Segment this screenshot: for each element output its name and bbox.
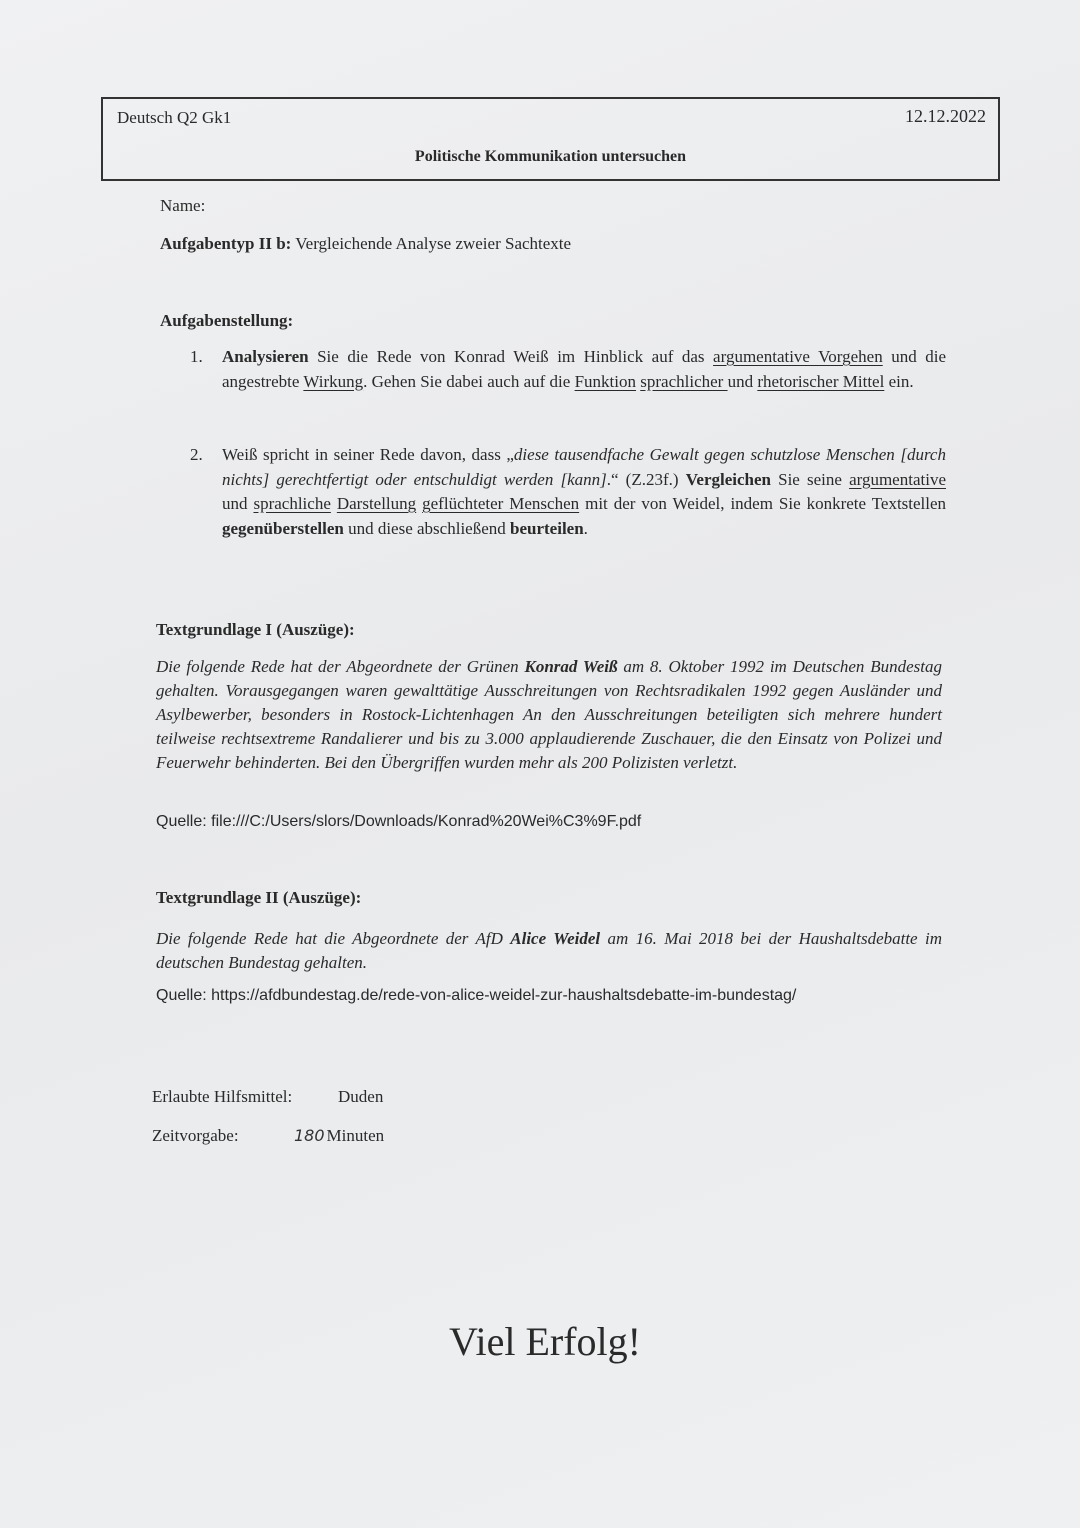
task-2 xyxy=(190,443,946,541)
text-fragment: Weiß spricht in seiner Rede davon, dass „ xyxy=(222,445,514,464)
operator-word: Analysieren xyxy=(222,347,309,366)
text-fragment: und xyxy=(222,494,254,513)
text-fragment: ein. xyxy=(884,371,914,391)
text-fragment: und xyxy=(727,371,758,391)
exam-title: Politische Kommunikation untersuchen xyxy=(414,148,687,165)
text-fragment: mit der von Weidel, indem Sie konkrete Textstellen xyxy=(579,494,947,513)
underlined-term: argumentative xyxy=(849,469,946,489)
task-type-text: Vergleichende Analyse zweier Sachtexte xyxy=(291,234,572,253)
course-label: Deutsch Q2 Gk1 xyxy=(117,108,232,127)
closing-wish: Viel Erfolg! xyxy=(449,1319,641,1364)
text-fragment: .“ (Z.23f.) xyxy=(606,469,686,489)
text-fragment: und die angestrebte xyxy=(222,347,947,391)
text-fragment: Die folgende Rede hat der Abgeordnete der Grünen xyxy=(156,657,525,676)
task-number: 1. xyxy=(190,347,203,366)
text-fragment: und diese abschließend xyxy=(343,518,511,538)
exam-date: 12.12.2022 xyxy=(905,106,986,126)
name-label: Name: xyxy=(160,196,206,215)
source-text-2-intro xyxy=(156,927,942,975)
task-type-line xyxy=(160,234,571,254)
text-fragment: am 8. Oktober 1992 im Deutschen Bundestag gehalten. Vorausgegangen waren gewalttätige Ausschreitungen von Rechtsradikalen 1992 gegen Ausländer und Asylbewerber, besonders in Rostock-Lichtenhagen An den Ausschreitungen beteiligten sich mehrere hundert teilweise rechtsextreme Randalierer und bis zu 3.000 applaudierende Zuschauer, die den Einsatz von Polizei und Feuerwehr behinderten. Bei den Übergriffen wurden mehr als 200 Polizisten verletzt. xyxy=(156,657,942,772)
text-fragment: Sie seine xyxy=(771,469,850,489)
task-text xyxy=(222,345,946,394)
operator-word: gegenüberstellen xyxy=(222,518,344,538)
handwritten-minutes: 180 xyxy=(294,1126,325,1145)
underlined-term: sprachlicher xyxy=(640,371,728,391)
allowed-aids-line xyxy=(152,1087,384,1107)
underlined-term: Funktion xyxy=(574,371,636,391)
time-limit-line xyxy=(152,1126,385,1146)
task-text xyxy=(222,443,946,541)
assignment-heading: Aufgabenstellung: xyxy=(160,311,294,330)
task-type-label: Aufgabentyp II b: xyxy=(160,234,292,253)
underlined-term: Wirkung xyxy=(303,371,364,391)
speaker-name: Alice Weidel xyxy=(510,929,601,948)
allowed-aids-value: Duden xyxy=(338,1087,384,1106)
text-fragment: . xyxy=(583,518,588,538)
source-text-2-heading: Textgrundlage II (Auszüge): xyxy=(156,888,362,907)
underlined-term: Darstellung xyxy=(336,494,417,513)
underlined-term: argumentative Vorgehen xyxy=(713,347,883,366)
time-limit-label: Zeitvorgabe: xyxy=(152,1126,239,1145)
underlined-term: rhetorischer Mittel xyxy=(757,371,885,391)
allowed-aids-label: Erlaubte Hilfsmittel: xyxy=(152,1087,293,1106)
quoted-passage: diese tausendfache Gewalt gegen schutzlose Menschen [durch nichts] gerechtfertigt oder entschuldigt werden [kann] xyxy=(222,445,946,489)
source-2-reference: Quelle: https://afdbundestag.de/rede-von-alice-weidel-zur-haushaltsdebatte-im-bundestag/ xyxy=(156,987,797,1004)
task-number: 2. xyxy=(190,445,203,464)
speaker-name: Konrad Weiß xyxy=(524,657,618,676)
underlined-term: geflüchteter Menschen xyxy=(422,494,580,513)
text-fragment: am 16. Mai 2018 bei der Haushaltsdebatte im deutschen Bundestag gehalten. xyxy=(156,929,942,972)
time-limit-value xyxy=(294,1126,384,1146)
header-box xyxy=(101,97,1000,181)
operator-word: beurteilen xyxy=(510,518,584,538)
task-1 xyxy=(190,345,946,394)
underlined-term: sprachliche xyxy=(253,494,331,513)
source-text-1-intro xyxy=(156,655,942,775)
text-fragment: Sie die Rede von Konrad Weiß im Hinblick auf das xyxy=(308,347,714,366)
operator-word: Vergleichen xyxy=(685,469,771,489)
source-1-reference: Quelle: file:///C:/Users/slors/Downloads/Konrad%20Wei%C3%9F.pdf xyxy=(156,813,642,830)
source-text-1-heading: Textgrundlage I (Auszüge): xyxy=(156,620,355,639)
minutes-label: Minuten xyxy=(326,1126,385,1145)
text-fragment: Die folgende Rede hat die Abgeordnete der AfD xyxy=(156,929,511,948)
text-fragment: . Gehen Sie dabei auch auf die xyxy=(363,371,575,391)
